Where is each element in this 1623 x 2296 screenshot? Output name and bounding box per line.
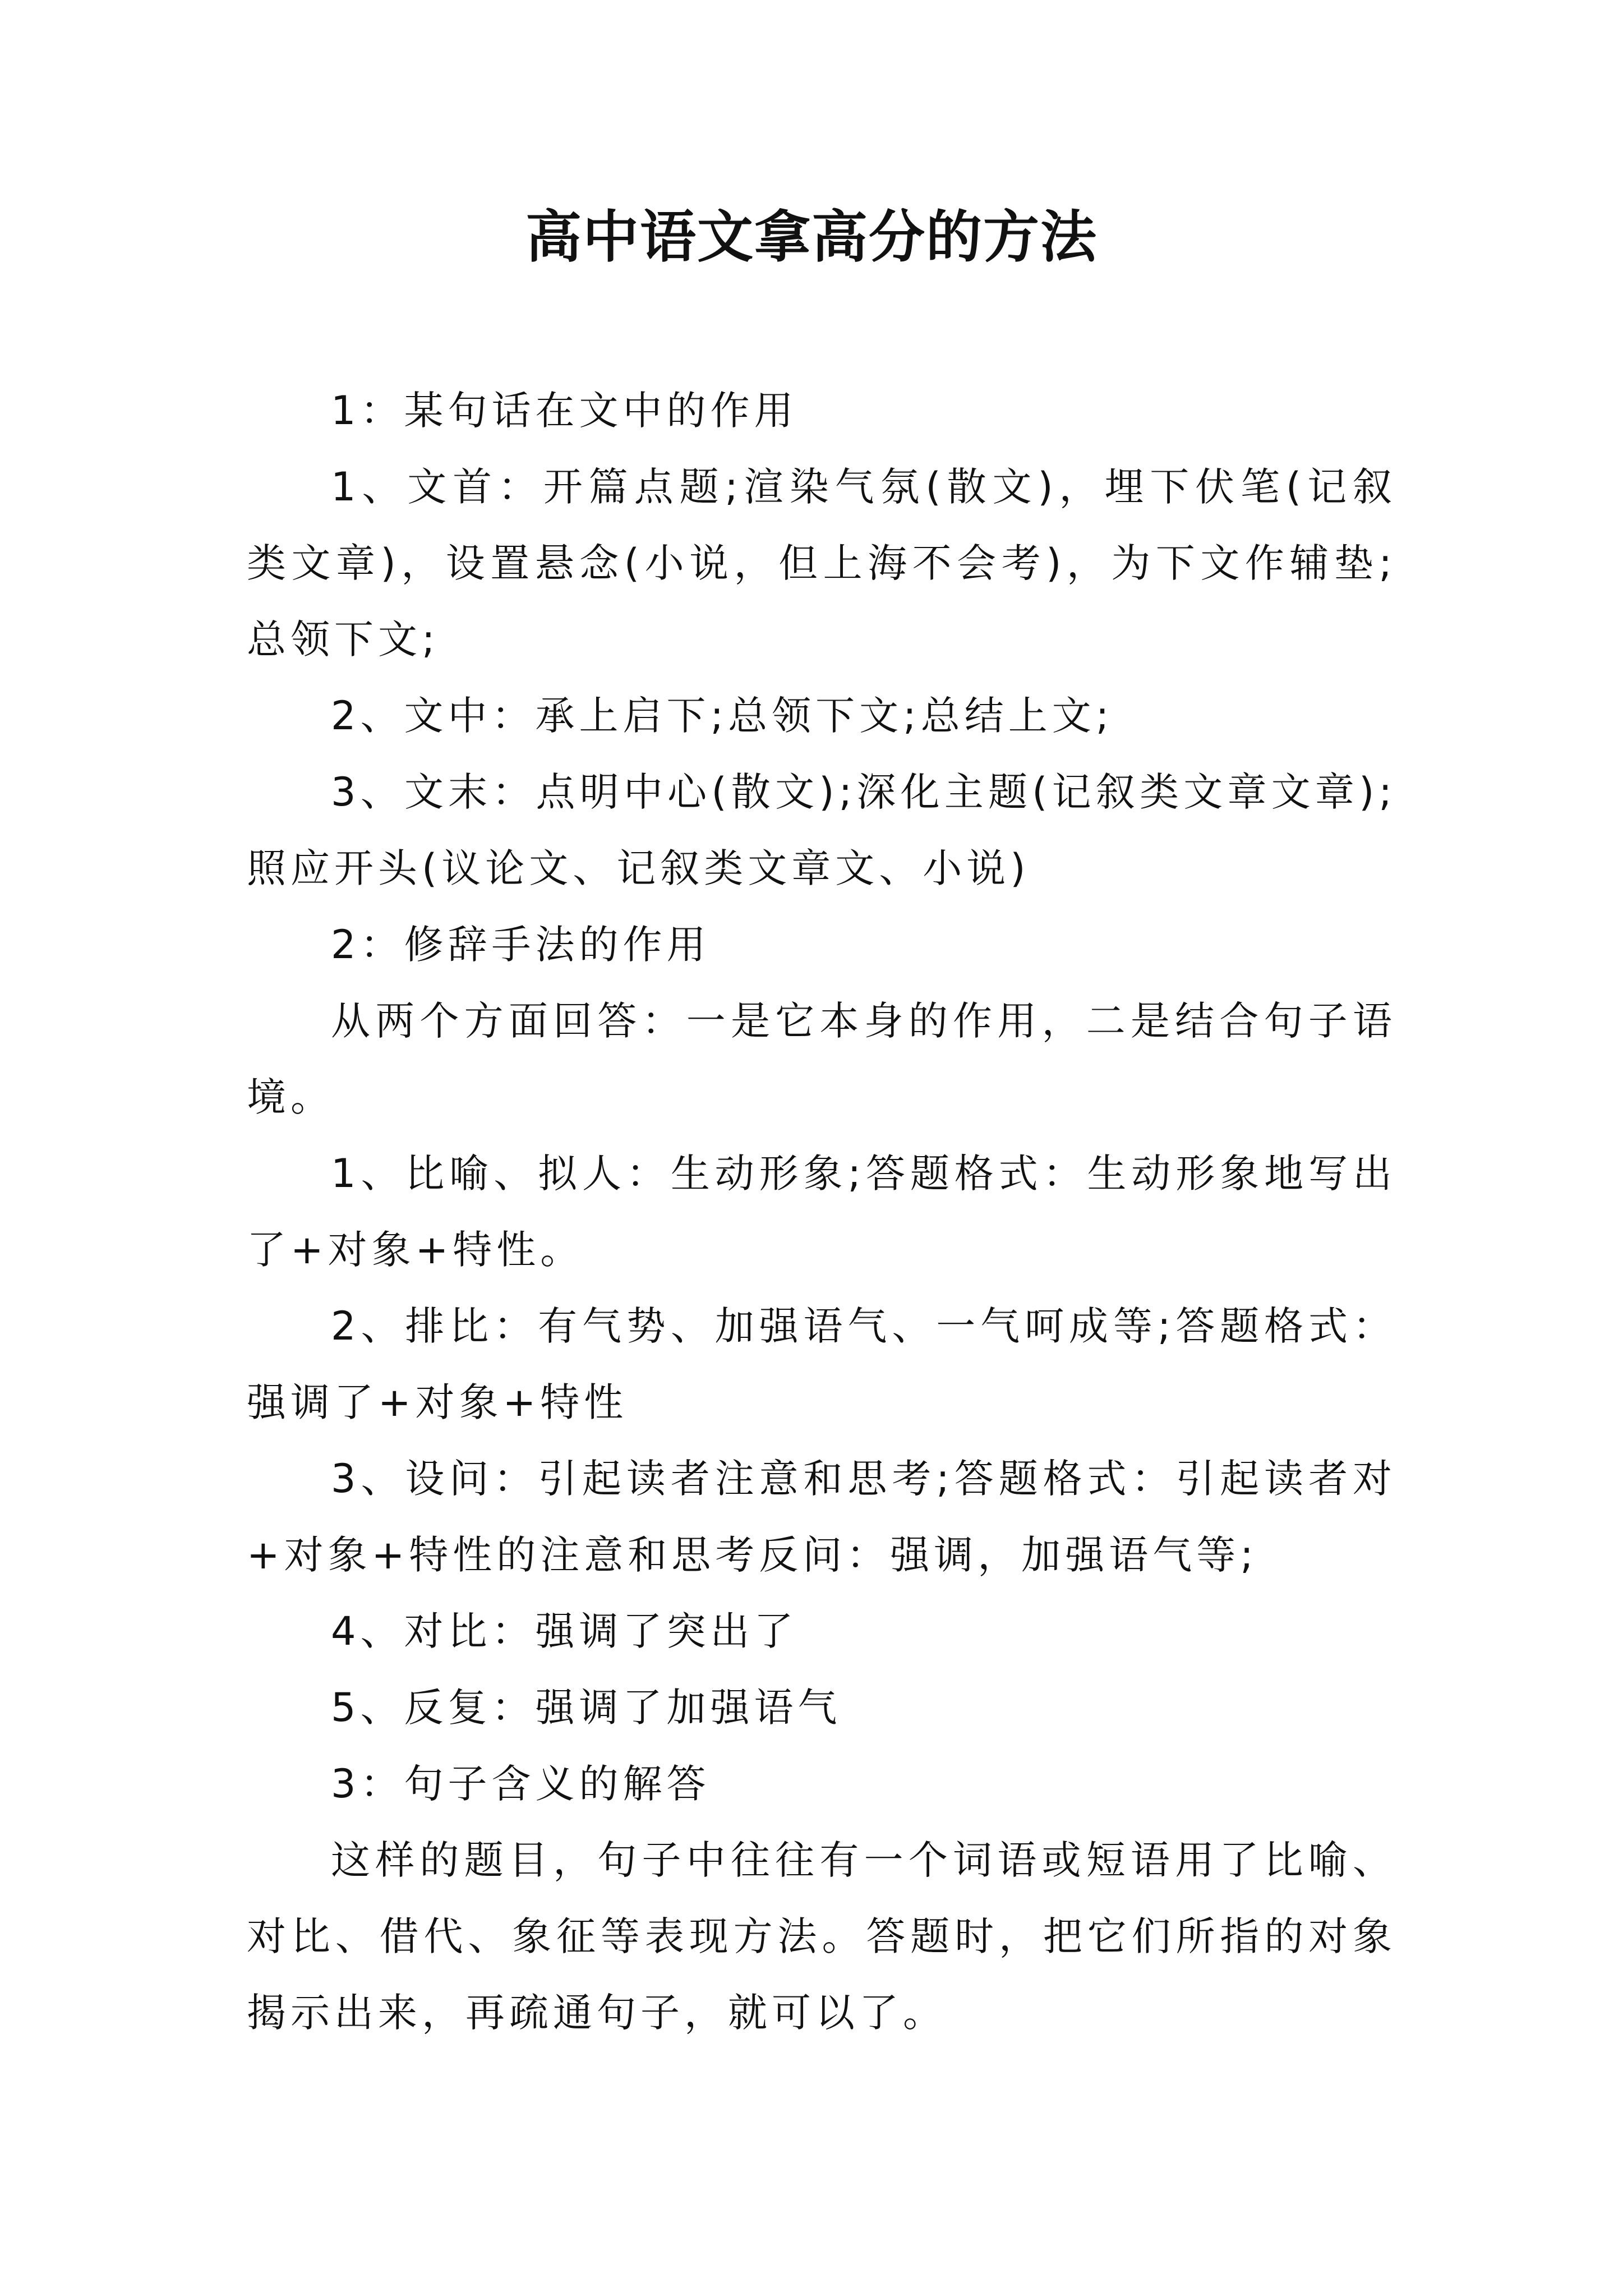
paragraph: 3：句子含义的解答: [331, 1761, 711, 1807]
paragraph: 从两个方面回答：一是它本身的作用，二是结合句子语境。: [247, 998, 1396, 1120]
paragraph: 2、文中：承上启下;总领下文;总结上文;: [331, 693, 1114, 739]
document-body: [247, 372, 1396, 2051]
document-title: 高中语文拿高分的方法: [525, 204, 1098, 270]
paragraph: 3、文末：点明中心(散文);深化主题(记叙类文章文章);照应开头(议论文、记叙类文章文、小说): [247, 769, 1396, 891]
paragraph: 2：修辞手法的作用: [331, 922, 711, 968]
paragraph: 3、设问：引起读者注意和思考;答题格式：引起读者对+对象+特性的注意和思考反问：强调，加强语气等;: [247, 1456, 1396, 1578]
paragraph: 4、对比：强调了突出了: [331, 1608, 798, 1654]
paragraph: 1、比喻、拟人：生动形象;答题格式：生动形象地写出了+对象+特性。: [247, 1151, 1396, 1273]
paragraph: 1：某句话在文中的作用: [331, 388, 798, 434]
paragraph: 2、排比：有气势、加强语气、一气呵成等;答题格式：强调了+对象+特性: [247, 1303, 1396, 1425]
paragraph: 5、反复：强调了加强语气: [331, 1685, 842, 1731]
paragraph: 1、文首：开篇点题;渲染气氛(散文)，埋下伏笔(记叙类文章)，设置悬念(小说，但上海不会考)，为下文作辅垫;总领下文;: [247, 464, 1396, 662]
paragraph: 这样的题目，句子中往往有一个词语或短语用了比喻、对比、借代、象征等表现方法。答题时，把它们所指的对象揭示出来，再疏通句子，就可以了。: [247, 1837, 1396, 2036]
